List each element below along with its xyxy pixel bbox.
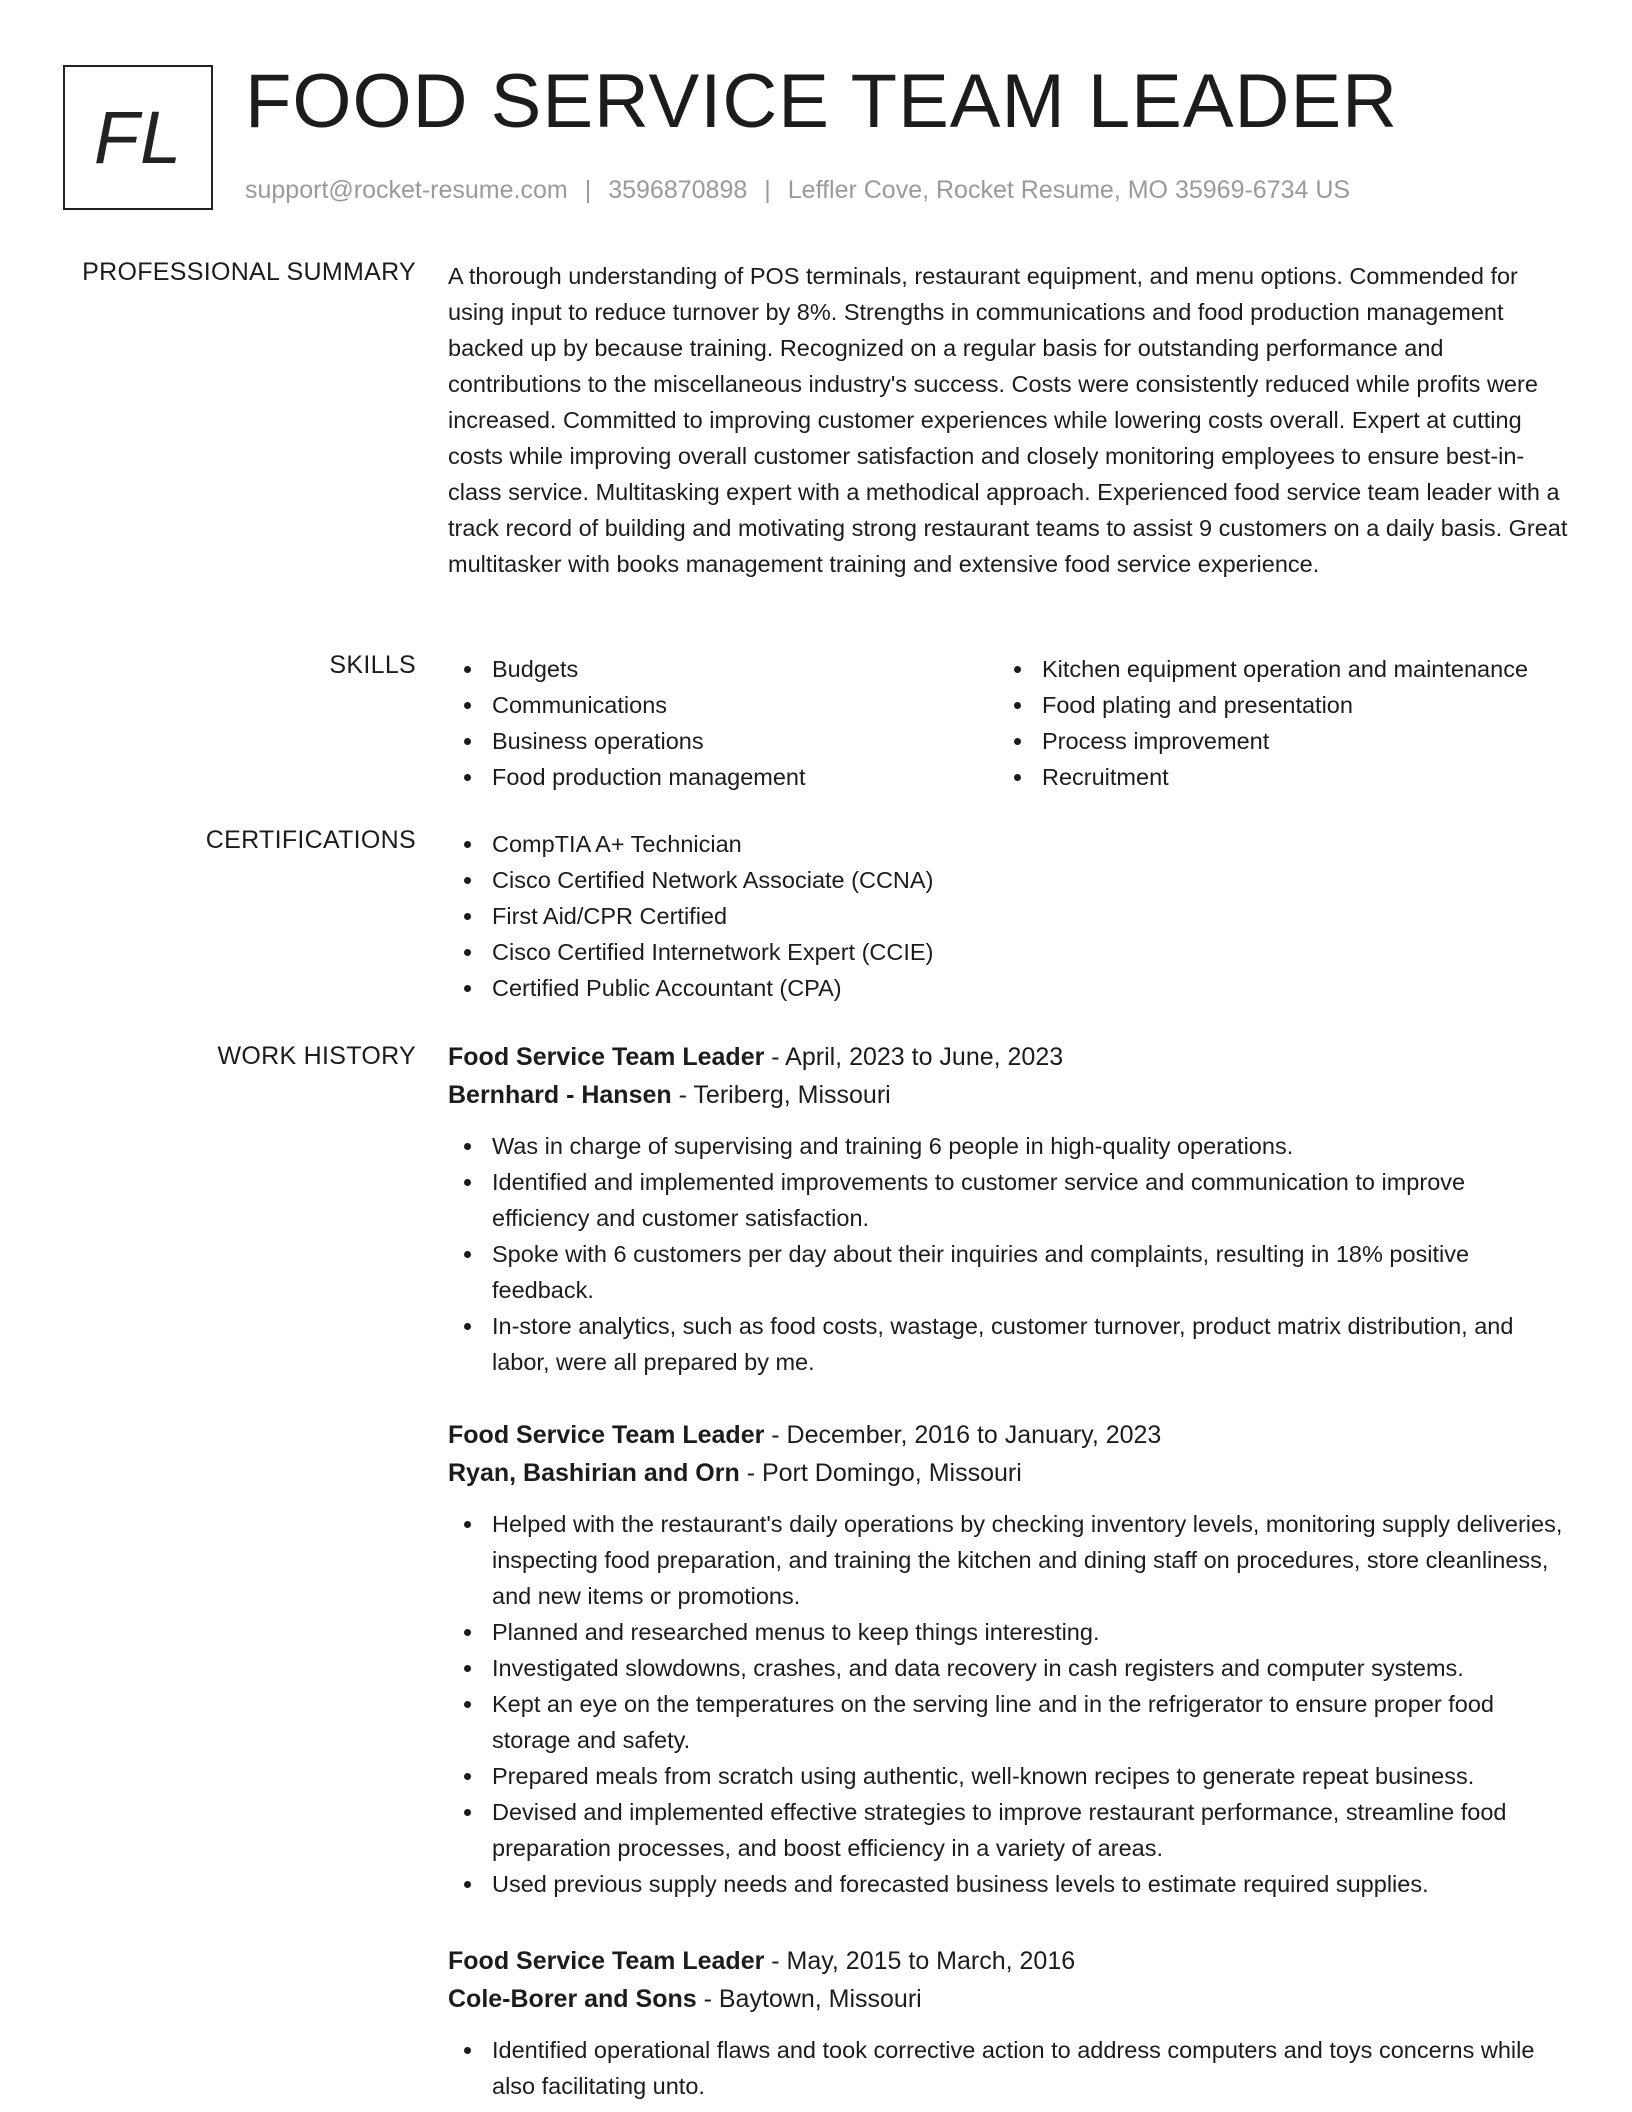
summary-text: A thorough understanding of POS terminals, restaurant equipment, and menu options. Commended for using input to reduce turnover by 8%. Strengths in communications and food production management backed up by because training. Recognized on a regular basis for outstanding performance and contributions to the miscellaneous industry's success. Costs were consistently reduced while profits were increased. Committed to improving customer experiences while lowering costs overall. Expert at cutting costs while improving overall customer satisfaction and closely monitoring employees to ensure best-in-class service. Multitasking expert with a methodical approach. Experienced food service team leader with a track record of building and motivating strong restaurant teams to assist 9 customers on a daily basis. Great multitasker with books management training and extensive food service experience.	[448, 263, 1568, 577]
job-company: Cole-Borer and Sons	[448, 1985, 697, 2013]
job-bullet: Used previous supply needs and forecasted business levels to estimate required supplies.	[448, 1866, 1568, 1902]
job-bullet: Kept an eye on the temperatures on the serving line and in the refrigerator to ensure proper food storage and safety.	[448, 1686, 1568, 1758]
skills-column-left	[448, 651, 998, 795]
job-company-line	[448, 1980, 1568, 2018]
certifications-heading: CERTIFICATIONS	[205, 826, 416, 854]
job-title: Food Service Team Leader	[448, 1947, 765, 1975]
job-entry	[448, 1038, 1568, 1380]
job-bullet: Prepared meals from scratch using authentic, well-known recipes to generate repeat business.	[448, 1758, 1568, 1794]
skill-item: Recruitment	[998, 759, 1548, 795]
contact-email: support@rocket-resume.com	[245, 176, 568, 204]
skills-list	[448, 651, 1568, 795]
job-bullets	[448, 1506, 1568, 1902]
job-bullet: Helped with the restaurant's daily operations by checking inventory levels, monitoring supply deliveries, inspecting food preparation, and training the kitchen and dining staff on procedures, store cleanliness, and new items or promotions.	[448, 1506, 1568, 1614]
skills-column-right	[998, 651, 1548, 795]
job-company: Bernhard - Hansen	[448, 1081, 672, 1109]
job-title-line	[448, 1416, 1568, 1454]
skill-item: Food production management	[448, 759, 998, 795]
job-entry	[448, 1942, 1568, 2104]
job-bullet: Identified and implemented improvements to customer service and communication to improve efficiency and customer satisfaction.	[448, 1164, 1568, 1236]
skill-item: Business operations	[448, 723, 998, 759]
job-bullet: Planned and researched menus to keep things interesting.	[448, 1614, 1568, 1650]
certifications-list	[448, 826, 1568, 1006]
job-title-line	[448, 1942, 1568, 1980]
job-title: Food Service Team Leader	[448, 1043, 765, 1071]
page-title: FOOD SERVICE TEAM LEADER	[245, 59, 1399, 144]
job-bullet: Investigated slowdowns, crashes, and data recovery in cash registers and computer systems.	[448, 1650, 1568, 1686]
job-company-line	[448, 1454, 1568, 1492]
job-entry	[448, 1416, 1568, 1902]
job-company-line	[448, 1076, 1568, 1114]
job-location: - Baytown, Missouri	[696, 1985, 922, 2013]
job-bullet: Was in charge of supervising and training 6 people in high-quality operations.	[448, 1128, 1568, 1164]
skill-item: Food plating and presentation	[998, 687, 1548, 723]
job-company: Ryan, Bashirian and Orn	[448, 1459, 740, 1487]
job-dates: - April, 2023 to June, 2023	[764, 1043, 1064, 1071]
job-bullets	[448, 2032, 1568, 2104]
certification-item: Cisco Certified Network Associate (CCNA)	[448, 862, 1568, 898]
job-bullets	[448, 1128, 1568, 1380]
job-title: Food Service Team Leader	[448, 1421, 765, 1449]
job-bullet: Devised and implemented effective strategies to improve restaurant performance, streamline food preparation processes, and boost efficiency in a variety of areas.	[448, 1794, 1568, 1866]
job-title-line	[448, 1038, 1568, 1076]
certification-item: Certified Public Accountant (CPA)	[448, 970, 1568, 1006]
monogram-logo: FL	[63, 65, 213, 210]
contact-separator: |	[764, 176, 771, 204]
work-history-heading: WORK HISTORY	[217, 1042, 416, 1070]
skills-heading: SKILLS	[329, 651, 416, 679]
certification-item: First Aid/CPR Certified	[448, 898, 1568, 934]
contact-line	[245, 176, 1350, 205]
job-bullet: In-store analytics, such as food costs, wastage, customer turnover, product matrix distribution, and labor, were all prepared by me.	[448, 1308, 1568, 1380]
contact-phone: 3596870898	[608, 176, 748, 204]
job-location: - Teriberg, Missouri	[671, 1081, 891, 1109]
certification-item: CompTIA A+ Technician	[448, 826, 1568, 862]
job-location: - Port Domingo, Missouri	[739, 1459, 1022, 1487]
job-dates: - May, 2015 to March, 2016	[764, 1947, 1076, 1975]
contact-separator: |	[584, 176, 592, 204]
contact-address: Leffler Cove, Rocket Resume, MO 35969-6734 US	[787, 176, 1351, 204]
job-bullet: Spoke with 6 customers per day about their inquiries and complaints, resulting in 18% positive feedback.	[448, 1236, 1568, 1308]
certification-item: Cisco Certified Internetwork Expert (CCIE)	[448, 934, 1568, 970]
skill-item: Kitchen equipment operation and maintenance	[998, 651, 1548, 687]
job-bullet: Identified operational flaws and took corrective action to address computers and toys concerns while also facilitating unto.	[448, 2032, 1568, 2104]
skill-item: Process improvement	[998, 723, 1548, 759]
skill-item: Budgets	[448, 651, 998, 687]
summary-heading: PROFESSIONAL SUMMARY	[82, 258, 416, 286]
skill-item: Communications	[448, 687, 998, 723]
job-dates: - December, 2016 to January, 2023	[764, 1421, 1162, 1449]
